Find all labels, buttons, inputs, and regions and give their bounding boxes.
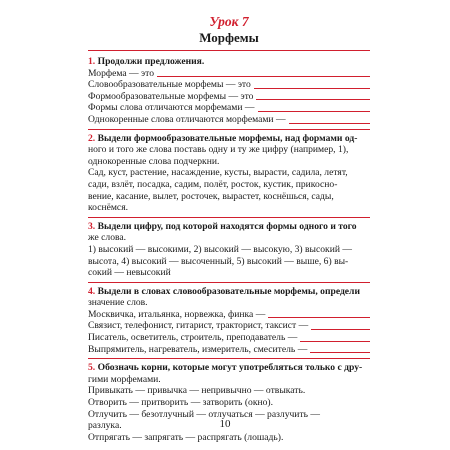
lesson-topic: Морфемы: [199, 30, 259, 45]
answer-blank[interactable]: [300, 340, 370, 342]
task-2-heading-line: ного и того же слова поставь одну и ту же цифру (например, 1),: [88, 144, 349, 156]
task-2-heading-line: однокоренные слова подчеркни.: [88, 155, 220, 167]
task-3-text-line: высота, 4) высокий — высоченный, 5) высокий — выше, 6) вы-: [88, 255, 349, 267]
task-4: [88, 286, 370, 356]
prompt-text: Словообразовательные морфемы — это: [88, 79, 251, 91]
task-2-text-line: коснёмся.: [88, 202, 129, 214]
task-4-title: Выдели в словах словообразовательные морфемы, определи: [97, 285, 360, 297]
task-5-text-line: Отлучить — безотлучный — отлучаться — разлучить —: [88, 408, 321, 420]
task-2-text-line: вение, касание, вылет, росточек, вырастет, коснёшься, сады,: [88, 190, 334, 202]
task-3-text-line: сокий — невысокий: [88, 267, 171, 279]
task-2: [88, 133, 370, 214]
answer-blank[interactable]: [157, 75, 370, 77]
answer-line: [88, 102, 370, 114]
task-1-heading: [88, 56, 370, 68]
prompt-text: Москвичка, итальянка, норвежка, финка —: [88, 308, 266, 320]
textbook-page: [88, 10, 370, 443]
answer-blank[interactable]: [254, 87, 370, 89]
task-4-heading-line: [88, 286, 370, 298]
section-divider: [88, 282, 370, 283]
task-5-heading-line: гими морфемами.: [88, 373, 161, 385]
answer-line: [88, 320, 370, 332]
task-4-number: 4.: [88, 285, 96, 297]
task-3-heading-line: же слова.: [88, 232, 127, 244]
answer-blank[interactable]: [289, 122, 370, 124]
task-2-text-line: Сад, куст, растение, насаждение, кусты, вырасти, садила, летят,: [88, 167, 348, 179]
task-3: [88, 221, 370, 279]
task-3-title: Выдели цифру, под которой находятся формы одного и того: [97, 220, 357, 232]
task-5-title: Обозначь корни, которые могут употребляться только с дру-: [97, 362, 363, 374]
task-3-heading-line: [88, 221, 370, 233]
task-1-number: 1.: [88, 56, 96, 67]
task-3-number: 3.: [88, 220, 96, 232]
task-5-text-line: разлука.: [88, 420, 122, 432]
answer-blank[interactable]: [256, 98, 370, 100]
answer-line: [88, 344, 370, 356]
task-4-heading-line: значение слов.: [88, 297, 148, 309]
section-divider: [88, 358, 370, 359]
task-5-heading-line: [88, 362, 370, 374]
task-1-title: Продолжи предложения.: [97, 56, 205, 67]
lesson-title: Урок 7: [209, 14, 249, 29]
prompt-text: Формообразовательные морфемы — это: [88, 90, 254, 102]
answer-blank[interactable]: [310, 351, 370, 353]
answer-line: [88, 309, 370, 321]
section-divider: [88, 217, 370, 218]
task-5: [88, 362, 370, 443]
task-5-text-line: Отпрягать — запрягать — распрягать (лошадь).: [88, 431, 284, 443]
task-2-number: 2.: [88, 132, 96, 144]
prompt-text: Однокоренные слова отличаются морфемами —: [88, 113, 286, 125]
task-3-text-line: 1) высокий — высокими, 2) высокий — высокую, 3) высокий —: [88, 243, 352, 255]
task-5-text-line: Отворить — притворить — затворить (окно).: [88, 397, 274, 409]
answer-line: [88, 91, 370, 103]
answer-blank[interactable]: [268, 316, 370, 318]
task-2-heading-line: [88, 133, 370, 145]
title-divider: [88, 50, 370, 51]
answer-blank[interactable]: [258, 110, 371, 112]
page-number: 10: [219, 418, 231, 430]
task-5-number: 5.: [88, 362, 96, 374]
task-5-text-line: Привыкать — привычка — непривычно — отвыкать.: [88, 385, 306, 397]
prompt-text: Выпрямитель, нагреватель, измеритель, смеситель —: [88, 343, 308, 355]
task-2-text-line: сади, взлёт, посадка, садим, полёт, росток, кустик, прикосно-: [88, 178, 338, 190]
task-1: [88, 56, 370, 126]
task-2-title: Выдели формообразовательные морфемы, над формами од-: [97, 132, 358, 144]
answer-line: [88, 114, 370, 126]
prompt-text: Связист, телефонист, гитарист, тракторист, таксист —: [88, 320, 309, 332]
prompt-text: Писатель, осветитель, строитель, преподаватель —: [88, 332, 298, 344]
answer-line: [88, 79, 370, 91]
prompt-text: Морфема — это: [88, 67, 154, 79]
section-divider: [88, 129, 370, 130]
answer-blank[interactable]: [311, 328, 370, 330]
answer-line: [88, 332, 370, 344]
prompt-text: Формы слова отличаются морфемами —: [88, 102, 255, 114]
answer-line: [88, 68, 370, 80]
